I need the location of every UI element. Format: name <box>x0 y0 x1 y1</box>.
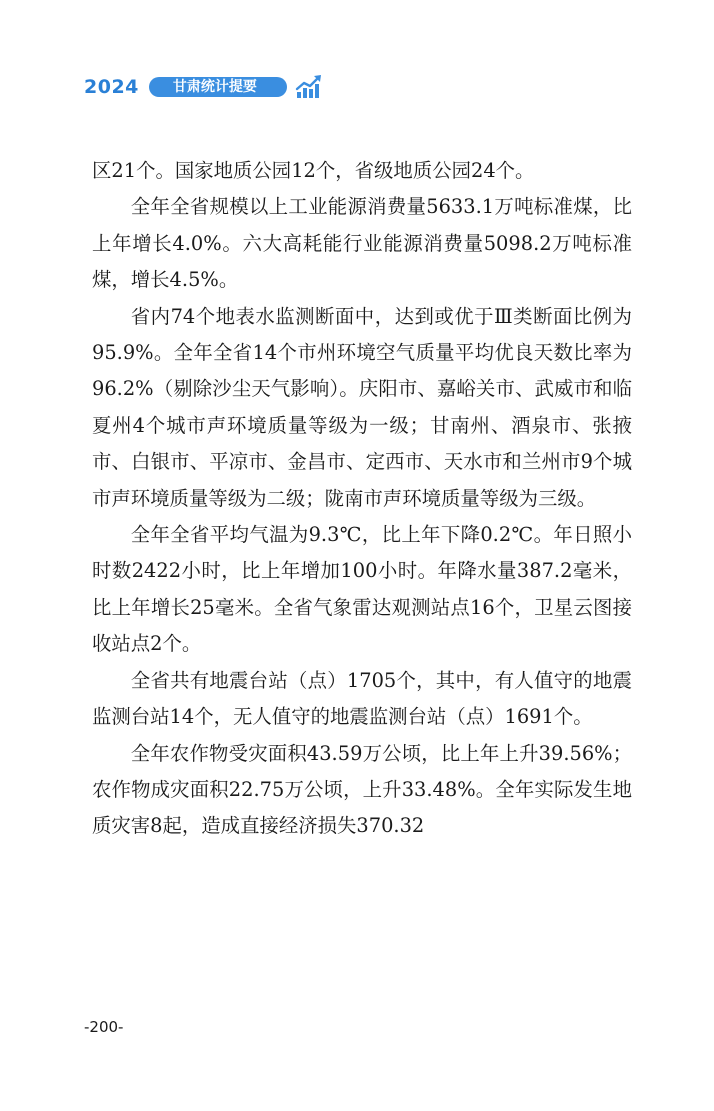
paragraph-seismic-stations: 全省共有地震台站（点）1705个，其中，有人值守的地震监测台站14个，无人值守的地震监测台站（点）1691个。 <box>92 668 632 729</box>
paragraph-climate: 全年全省平均气温为9.3℃，比上年下降0.2℃。年日照小时数2422小时，比上年增加100小时。年降水量387.2毫米，比上年增长25毫米。全省气象雷达观测站点16个，卫星云图接收站点2个。 <box>92 523 632 656</box>
paragraph-environment-quality: 省内74个地表水监测断面中，达到或优于Ⅲ类断面比例为95.9%。全年全省14个市州环境空气质量平均优良天数比率为96.2%（剔除沙尘天气影响）。庆阳市、嘉峪关市、武威市和临夏州4个城市声环境质量等级为一级；甘南州、酒泉市、张掖市、白银市、平凉市、金昌市、定西市、天水市和兰州市9个城市声环境质量等级为二级；陇南市声环境质量等级为三级。 <box>92 304 632 510</box>
page-header <box>84 72 323 102</box>
paragraph-continuation: 区21个。国家地质公园12个，省级地质公园24个。 <box>92 159 535 182</box>
trend-chart-icon <box>295 74 323 100</box>
paragraph-disasters: 全年农作物受灾面积43.59万公顷，比上年上升39.56%；农作物成灾面积22.75万公顷，上升33.48%。全年实际发生地质灾害8起，造成直接经济损失370.32 <box>92 741 632 838</box>
paragraph-energy-consumption: 全年全省规模以上工业能源消费量5633.1万吨标准煤，比上年增长4.0%。六大高耗能行业能源消费量5098.2万吨标准煤，增长4.5%。 <box>92 195 632 292</box>
document-body <box>92 153 632 845</box>
header-year: 2024 <box>84 76 139 98</box>
header-title-badge: 甘肃统计提要 <box>149 77 287 97</box>
page-number: -200- <box>84 1018 124 1036</box>
